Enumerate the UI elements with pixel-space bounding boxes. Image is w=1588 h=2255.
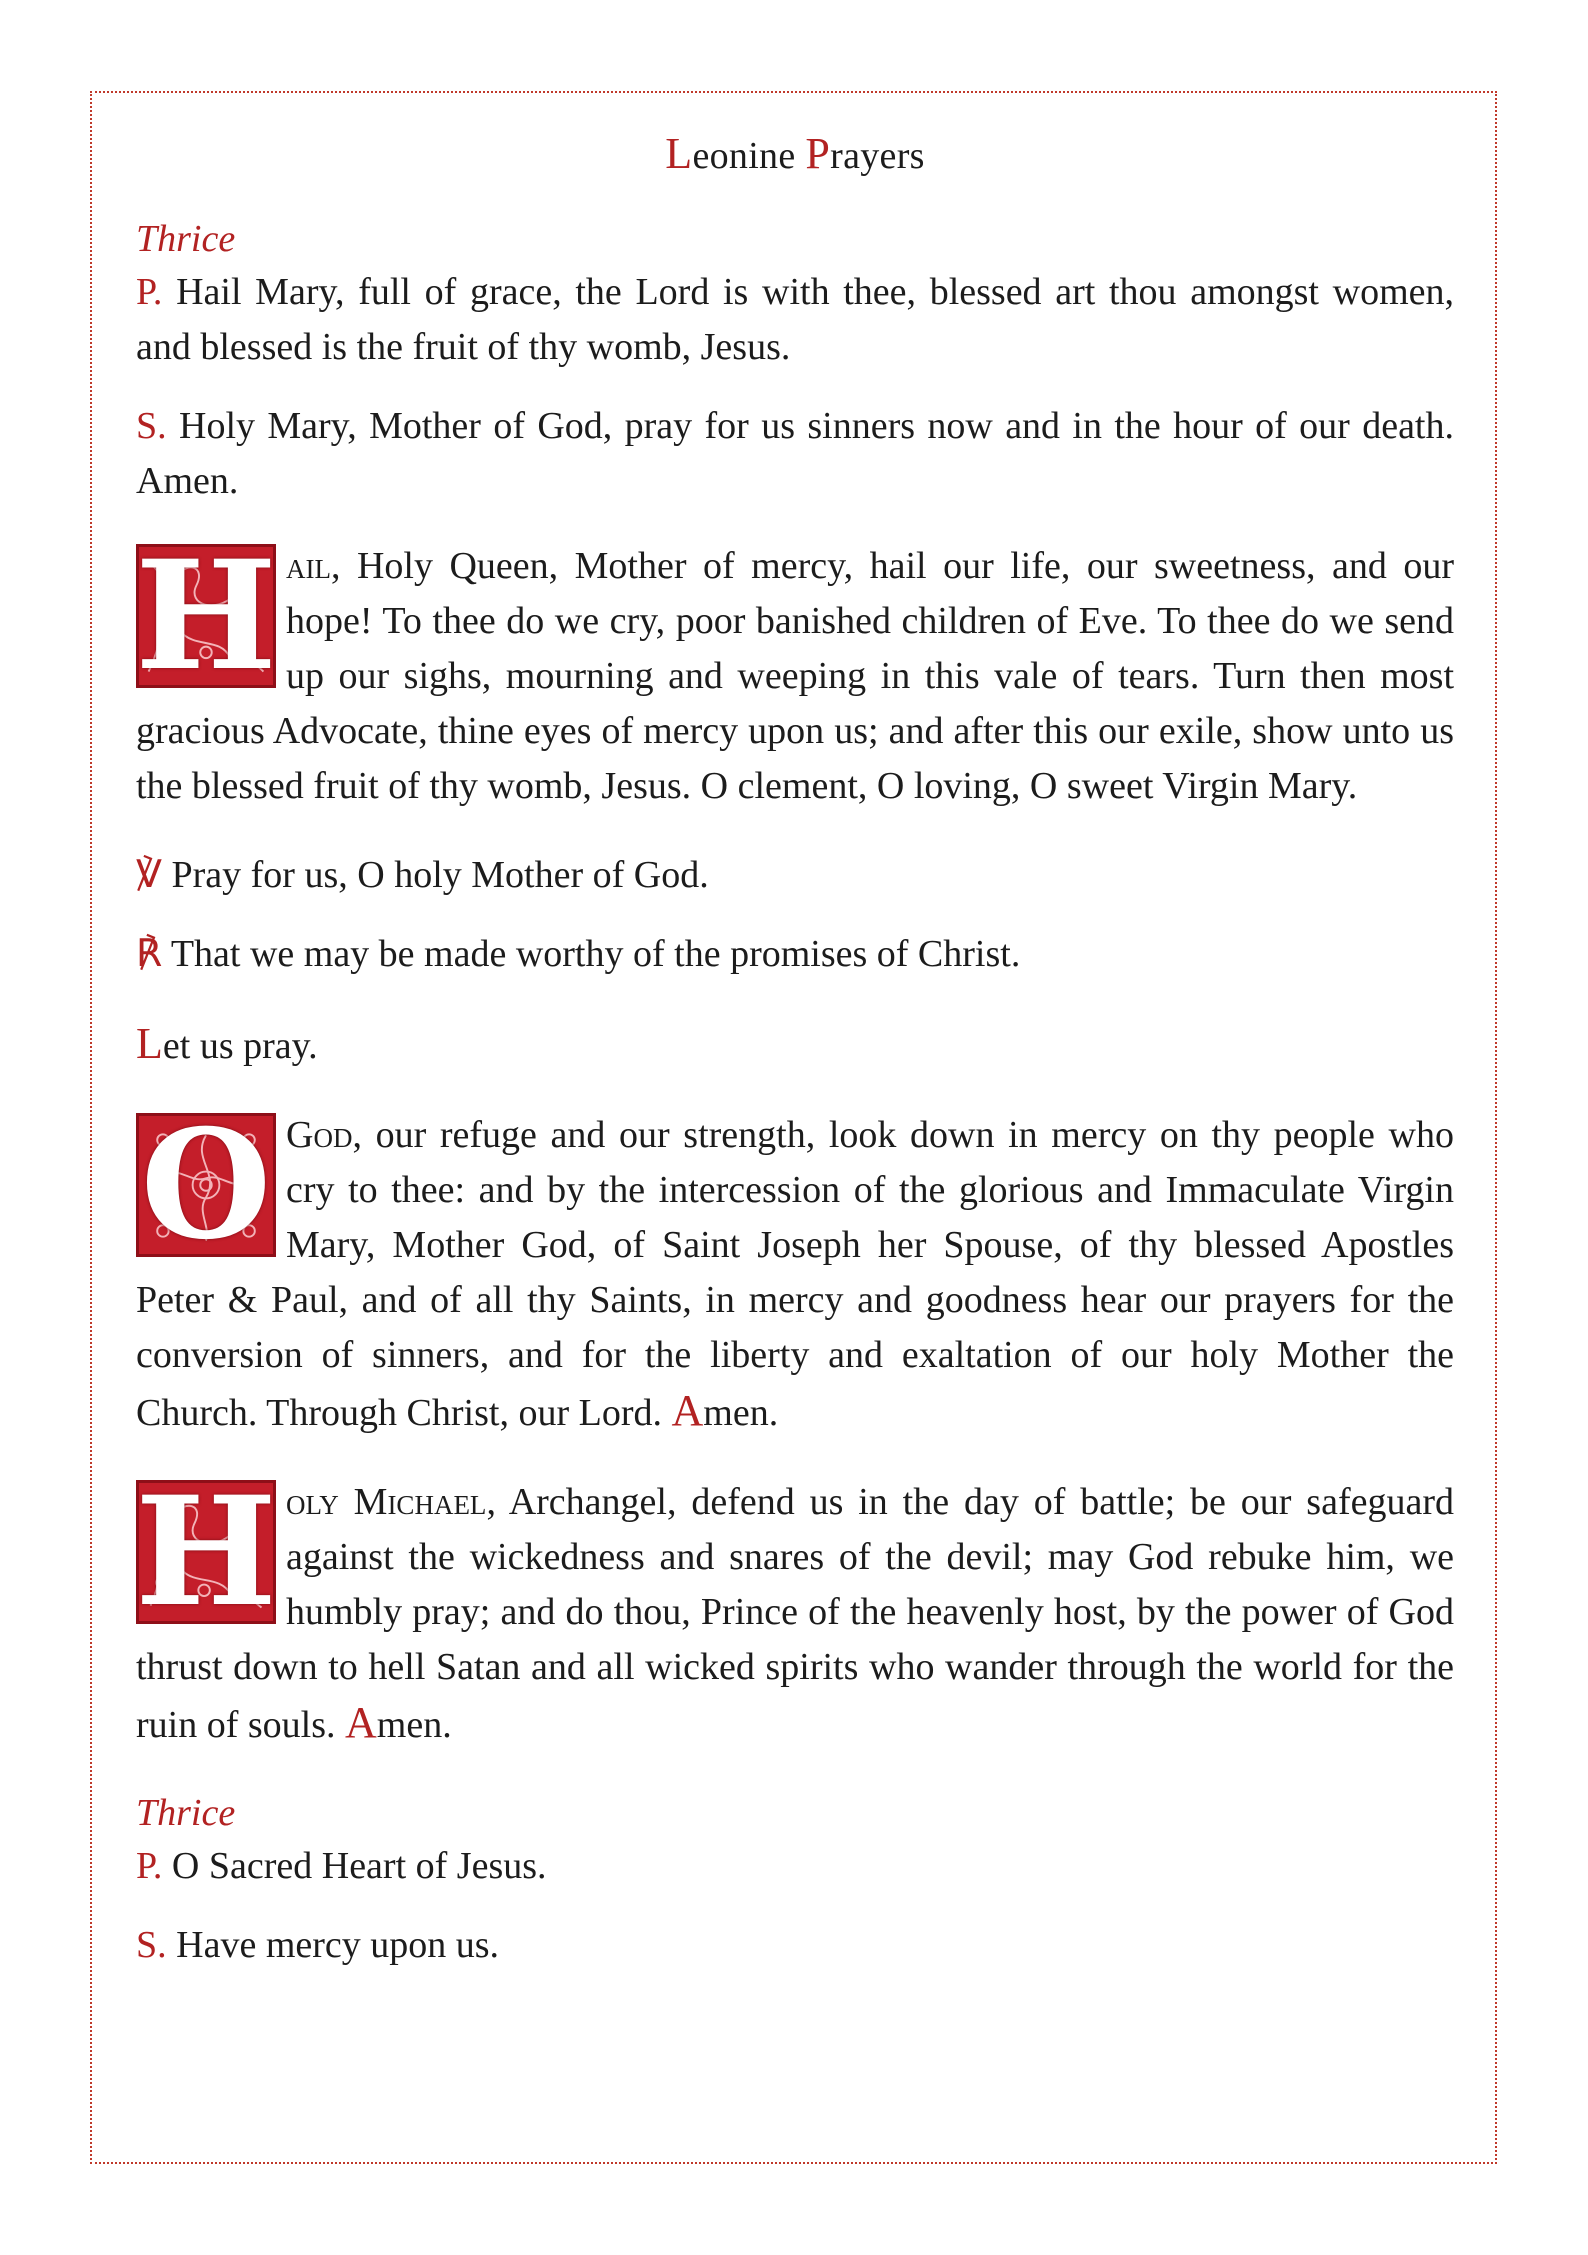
- dropcap-letter: H: [135, 1464, 277, 1640]
- sacred-heart-text: O Sacred Heart of Jesus.: [162, 1845, 547, 1887]
- title-part-2: rayers: [830, 135, 925, 177]
- let-us-pray-text: et us pray.: [162, 1025, 318, 1067]
- sacred-heart-priest: [136, 1839, 1454, 1894]
- let-us-pray-initial: L: [136, 1019, 163, 1068]
- server-marker: S.: [136, 405, 167, 447]
- dropcap-letter: O: [140, 1097, 272, 1273]
- amen-rest: men.: [376, 1704, 452, 1746]
- ornamental-initial-o: [136, 1097, 276, 1273]
- server-marker: S.: [136, 1924, 167, 1966]
- holy-mary-server: [136, 399, 1454, 509]
- title-part-1: eonine: [692, 135, 806, 177]
- hail-holy-queen-text: [135, 528, 1454, 814]
- let-us-pray: [136, 1016, 1454, 1074]
- ornamental-initial-h: [135, 528, 277, 704]
- versicle-text: Pray for us, O holy Mother of God.: [162, 854, 709, 896]
- amen-initial: A: [671, 1386, 704, 1435]
- amen-rest: men.: [703, 1392, 779, 1434]
- st-michael-body: , Archangel, defend us in the day of battle; be our safeguard against the wickedness and snares of the devil; may God rebuke him, we humbly pray; and do thou, Prince of the heavenly host, by the power of God thrust down to hell Satan and all wicked spirits who wander through the world for the ruin of souls.: [136, 1481, 1455, 1746]
- response-icon: ℟: [136, 933, 162, 975]
- collect-paragraph: [136, 1097, 1454, 1441]
- salve-body: , Holy Queen, Mother of mercy, hail our life, our sweetness, and our hope! To thee do we cry, poor banished children of Eve. To thee do we send up our sighs, mourning and weeping in this vale of tears. Turn then most gracious Advocate, thine eyes of mercy upon us; and after this our exile, show unto us the blessed fruit of thy womb, Jesus. O clement, O loving, O sweet Virgin Mary.: [136, 545, 1454, 807]
- prayer-page: [136, 128, 1454, 1973]
- have-mercy-text: Have mercy upon us.: [166, 1924, 500, 1966]
- collect-body: , our refuge and our strength, look down in mercy on thy people who cry to thee: and by the intercession of the glorious and Immaculate Virgin Mary, Mother God, of Saint Joseph her Spouse, of thy blessed Apostles Peter & Paul, and of all thy Saints, in mercy and goodness hear our prayers for the conversion of sinners, and for the liberty and exaltation of our holy Mother the Church. Through Christ, our Lord.: [136, 1114, 1454, 1434]
- priest-marker: P.: [136, 1845, 163, 1887]
- versicle-icon: ℣: [136, 854, 162, 896]
- hail-mary-priest: [136, 265, 1454, 375]
- dropcap-letter: H: [135, 528, 277, 704]
- title-initial-l: L: [665, 129, 693, 178]
- versicle: [136, 848, 1454, 903]
- smallcaps-opening: God: [286, 1114, 353, 1156]
- smallcaps-opening: ail: [286, 545, 331, 587]
- rubric-thrice: Thrice: [136, 218, 236, 260]
- title-initial-p: P: [805, 129, 831, 178]
- page-title: [136, 128, 1454, 179]
- priest-marker: P.: [136, 271, 163, 313]
- amen-initial: A: [345, 1698, 377, 1747]
- sacred-heart-server: [136, 1918, 1454, 1973]
- hail-mary-text: Hail Mary, full of grace, the Lord is with thee, blessed art thou amongst women, and blessed is the fruit of thy womb, Jesus.: [136, 271, 1454, 368]
- rubric-thrice: Thrice: [136, 1792, 236, 1834]
- st-michael-paragraph: [135, 1464, 1455, 1753]
- response: [136, 927, 1454, 982]
- response-text: That we may be made worthy of the promises of Christ.: [162, 933, 1021, 975]
- st-michael-text: [135, 1464, 1455, 1753]
- hail-holy-queen-paragraph: [135, 528, 1454, 814]
- collect-text: [136, 1097, 1454, 1441]
- smallcaps-opening: oly Michael: [286, 1481, 487, 1523]
- holy-mary-text: Holy Mary, Mother of God, pray for us sinners now and in the hour of our death. Amen.: [136, 405, 1454, 502]
- ornamental-initial-h: [135, 1464, 277, 1640]
